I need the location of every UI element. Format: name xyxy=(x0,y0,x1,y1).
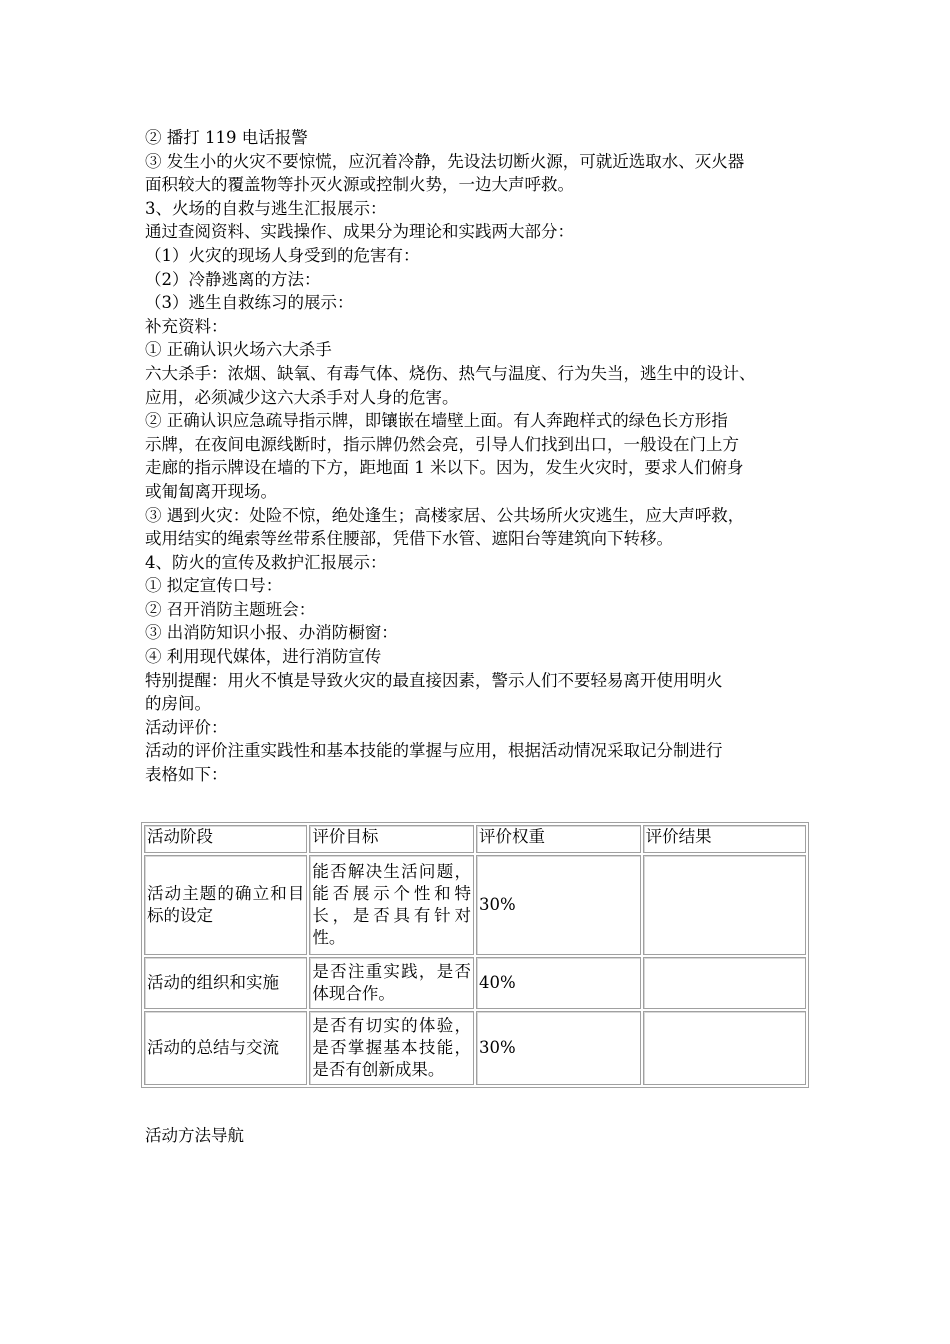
text-line: 面积较大的覆盖物等扑灭火源或控制火势，一边大声呼救。 xyxy=(145,175,574,195)
text-line: ② 播打 119 电话报警 xyxy=(145,128,308,147)
cell-goal: 能否解决生活问题，能否展示个性和特长，是否具有针对性。 xyxy=(309,855,474,955)
table-row xyxy=(144,957,806,1009)
header-cell-result: 评价结果 xyxy=(643,825,806,853)
text-line: 示牌，在夜间电源线断时，指示牌仍然会亮，引导人们找到出口，一般设在门上方 xyxy=(145,434,739,454)
text-line: ③ 遇到火灾：处险不惊，绝处逢生；高楼家居、公共场所火灾逃生，应大声呼救， xyxy=(145,505,745,525)
text-line: 或用结实的绳索等丝带系住腰部，凭借下水管、遮阳台等建筑向下转移。 xyxy=(145,529,673,549)
cell-stage: 活动主题的确立和目标的设定 xyxy=(144,855,307,955)
cell-stage: 活动的总结与交流 xyxy=(144,1011,307,1085)
text-line: （1）火灾的现场人身受到的危害有： xyxy=(145,245,420,265)
cell-weight: 30% xyxy=(476,855,641,955)
cell-weight: 30% xyxy=(476,1011,641,1085)
text-line: 或匍匐离开现场。 xyxy=(145,481,277,501)
cell-weight: 40% xyxy=(476,957,641,1009)
table-row xyxy=(144,855,806,955)
text-line: 应用，必须减少这六大杀手对人身的危害。 xyxy=(145,387,459,407)
cell-result xyxy=(643,957,806,1009)
text-line: 走廊的指示牌设在墙的下方，距地面 1 米以下。因为，发生火灾时，要求人们俯身 xyxy=(145,458,744,478)
table-row xyxy=(144,1011,806,1085)
text-line: 活动的评价注重实践性和基本技能的掌握与应用，根据活动情况采取记分制进行 xyxy=(145,741,723,761)
cell-stage: 活动的组织和实施 xyxy=(144,957,307,1009)
text-line: ③ 出消防知识小报、办消防橱窗： xyxy=(145,623,398,643)
cell-goal: 是否有切实的体验，是否掌握基本技能，是否有创新成果。 xyxy=(309,1011,474,1085)
cell-goal: 是否注重实践，是否体现合作。 xyxy=(309,957,474,1009)
cell-result xyxy=(643,1011,806,1085)
section-title: 活动方法导航 xyxy=(145,1126,244,1145)
text-line: 活动评价： xyxy=(145,717,228,737)
header-cell-goal: 评价目标 xyxy=(309,825,474,853)
section-heading: 4、防火的宣传及救护汇报展示： xyxy=(145,552,387,572)
text-line: ② 召开消防主题班会： xyxy=(145,599,316,619)
text-line: 特别提醒：用火不慎是导致火灾的最直接因素，警示人们不要轻易离开使用明火 xyxy=(145,670,723,690)
text-line: 六大杀手：浓烟、缺氧、有毒气体、烧伤、热气与温度、行为失当，逃生中的设计、 xyxy=(145,363,756,383)
text-line: 补充资料： xyxy=(145,316,228,336)
text-line: ② 正确认识应急疏导指示牌，即镶嵌在墙壁上面。有人奔跑样式的绿色长方形指 xyxy=(145,411,728,431)
table-header-row xyxy=(144,825,806,853)
document-body xyxy=(145,126,810,787)
text-line: 表格如下： xyxy=(145,765,228,785)
text-line: 的房间。 xyxy=(145,694,211,714)
text-line: （3）逃生自救练习的展示： xyxy=(145,293,354,313)
text-line: ① 拟定宣传口号： xyxy=(145,576,283,596)
text-line: ① 正确认识火场六大杀手 xyxy=(145,340,332,360)
text-line: ④ 利用现代媒体，进行消防宣传 xyxy=(145,647,382,667)
text-line: 通过查阅资料、实践操作、成果分为理论和实践两大部分： xyxy=(145,222,574,242)
cell-result xyxy=(643,855,806,955)
text-line: （2）冷静逃离的方法： xyxy=(145,269,321,289)
text-line: ③ 发生小的火灾不要惊慌，应沉着冷静，先设法切断火源，可就近选取水、灭火器 xyxy=(145,151,745,171)
header-cell-weight: 评价权重 xyxy=(476,825,641,853)
evaluation-table xyxy=(141,822,809,1088)
section-heading: 3、火场的自救与逃生汇报展示： xyxy=(145,198,387,218)
header-cell-stage: 活动阶段 xyxy=(144,825,307,853)
